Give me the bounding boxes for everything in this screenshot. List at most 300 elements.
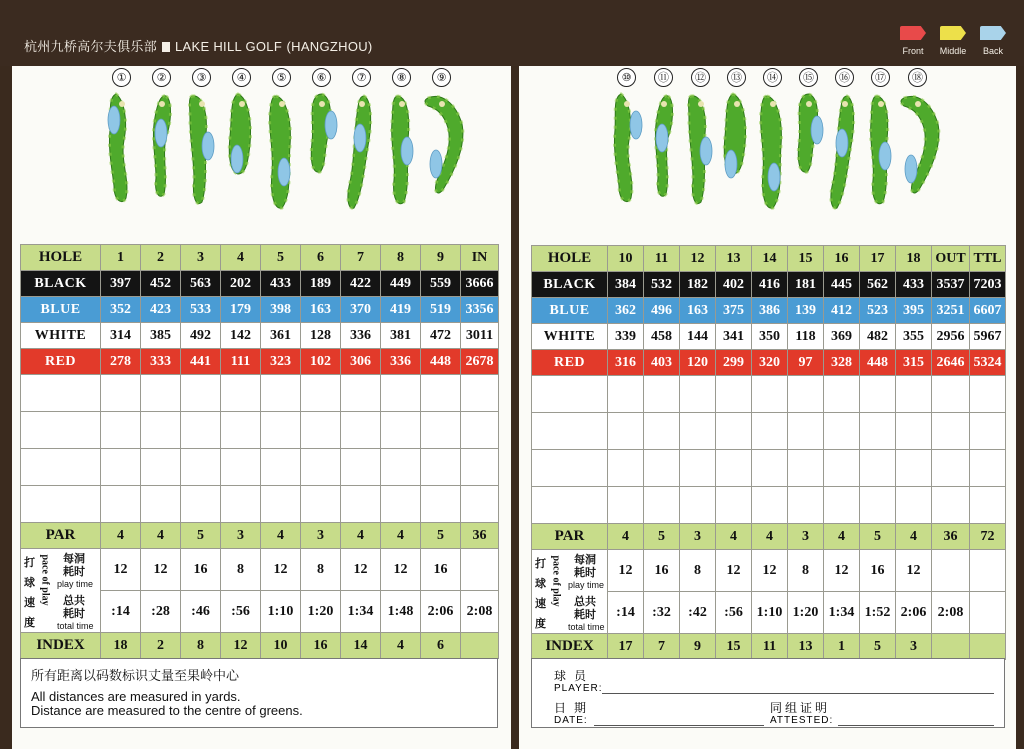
hole-diagram [607,66,647,246]
black-tee-label: BLACK [532,272,608,298]
score-entry-cell[interactable] [341,412,381,449]
back-hole-diagrams [519,66,1016,246]
signature-box [531,658,1005,728]
hole-diagram [753,66,793,246]
score-entry-cell[interactable] [752,450,788,487]
index-row [21,633,499,659]
white-total: 5967 [970,324,1006,350]
score-entry-row [21,449,499,486]
red-flag-icon [900,26,926,46]
par-value: 3 [221,523,261,549]
total-time-value: 1:34 [824,592,860,634]
blue-yardage: 533 [181,297,221,323]
blue-yardage: 163 [301,297,341,323]
score-entry-cell[interactable] [932,450,970,487]
score-entry-cell[interactable] [680,450,716,487]
black-yardage: 445 [824,272,860,298]
index-value: 10 [261,633,301,659]
hole-layout-icon [222,90,266,220]
black-yardage: 182 [680,272,716,298]
score-entry-cell[interactable] [860,376,896,413]
red-yardage: 448 [421,349,461,375]
score-entry-cell[interactable] [932,413,970,450]
hole-diagram [142,66,182,246]
score-entry-cell[interactable] [461,412,499,449]
score-entry-cell[interactable] [461,449,499,486]
score-entry-cell[interactable] [752,413,788,450]
hole-label: HOLE [21,245,101,271]
index-value: 1 [824,634,860,660]
total-time-value: :56 [716,592,752,634]
hole-number: 9 [421,245,461,271]
hole-number-mark: ⑯ [835,68,854,87]
score-entry-cell[interactable] [788,413,824,450]
tee-flag-back [978,26,1008,56]
blue-yardage: 419 [381,297,421,323]
play-time-value: 16 [860,550,896,592]
play-time-row [532,550,1006,592]
index-label: INDEX [21,633,101,659]
score-entry-cell[interactable] [221,449,261,486]
hole-number: 6 [301,245,341,271]
score-entry-cell[interactable] [101,375,141,412]
total-time-value: 2:06 [421,591,461,633]
hole-diagram [422,66,462,246]
score-entry-cell[interactable] [141,412,181,449]
tee-flag-label: Back [982,46,1003,56]
back-nine-page [519,66,1016,749]
hole-diagram [382,66,422,246]
index-empty [970,634,1006,660]
play-time-empty [970,550,1006,592]
score-entry-cell[interactable] [221,486,261,523]
total-time-sum: 2:08 [461,591,499,633]
score-entry-cell[interactable] [141,486,181,523]
total-time-cn: 总共耗时 [63,594,85,620]
play-time-value: 12 [141,549,181,591]
hole-row [21,245,499,271]
hole-number: 5 [261,245,301,271]
score-entry-cell[interactable] [101,449,141,486]
total-time-value: :42 [680,592,716,634]
total-time-sum: 2:08 [932,592,970,634]
total-header: TTL [970,246,1006,272]
score-entry-cell[interactable] [221,412,261,449]
total-header: IN [461,245,499,271]
club-city: (HANGZHOU) [286,39,373,54]
par-value: 4 [381,523,421,549]
index-value: 14 [341,633,381,659]
total-time-value: :14 [608,592,644,634]
play-time-value: 8 [788,550,824,592]
play-time-en: play time [568,580,605,590]
player-label-cn: 球员 [554,669,595,683]
par-total: 72 [970,524,1006,550]
tee-flag-middle [938,26,968,56]
black-yardage: 562 [860,272,896,298]
hole-number: 4 [221,245,261,271]
index-value: 3 [896,634,932,660]
play-time-value: 8 [301,549,341,591]
blue-yardage: 352 [101,297,141,323]
blue-total: 6607 [970,298,1006,324]
black-yardage: 449 [381,271,421,297]
total-time-value: 2:06 [896,592,932,634]
score-entry-cell[interactable] [896,450,932,487]
score-entry-row [532,487,1006,524]
hole-layout-icon [262,90,306,220]
score-entry-cell[interactable] [461,375,499,412]
black-yardage: 202 [221,271,261,297]
red-yardage: 299 [716,350,752,376]
score-entry-cell[interactable] [608,450,644,487]
white-yardage: 369 [824,324,860,350]
white-tee-row [21,323,499,349]
score-entry-row [21,486,499,523]
attested-line[interactable] [838,725,994,726]
hole-diagram [222,66,262,246]
white-yardage: 355 [896,324,932,350]
score-entry-cell[interactable] [341,449,381,486]
white-yardage: 128 [301,323,341,349]
player-signature-line[interactable] [602,693,994,694]
play-time-value: 8 [680,550,716,592]
white-total: 3011 [461,323,499,349]
red-yardage: 306 [341,349,381,375]
note-en-1: All distances are measured in yards. [31,689,241,704]
score-entry-cell[interactable] [644,487,680,524]
score-entry-cell[interactable] [101,412,141,449]
total-time-value: :46 [181,591,221,633]
score-entry-cell[interactable] [301,412,341,449]
blue-yardage: 163 [680,298,716,324]
play-time-row [21,549,499,591]
par-label: PAR [21,523,101,549]
score-entry-cell[interactable] [381,375,421,412]
score-entry-cell[interactable] [970,487,1006,524]
blue-flag-icon [980,26,1006,46]
hole-layout-icon [342,90,386,220]
hole-layout-icon [182,90,226,220]
blue-yardage: 362 [608,298,644,324]
par-label: PAR [532,524,608,550]
par-value: 5 [421,523,461,549]
black-yardage: 402 [716,272,752,298]
red-yardage: 333 [141,349,181,375]
index-value: 18 [101,633,141,659]
hole-layout-icon [898,90,942,220]
red-yardage: 441 [181,349,221,375]
par-value: 3 [788,524,824,550]
red-yardage: 316 [608,350,644,376]
score-entry-cell[interactable] [141,449,181,486]
par-value: 4 [716,524,752,550]
score-entry-cell[interactable] [608,413,644,450]
par-value: 4 [341,523,381,549]
par-value: 5 [644,524,680,550]
hole-number-mark: ⑩ [617,68,636,87]
note-cn: 所有距离以码数标识丈量至果岭中心 [31,669,240,684]
par-value: 4 [824,524,860,550]
score-entry-cell[interactable] [21,449,101,486]
score-entry-row [21,375,499,412]
play-time-value: 12 [752,550,788,592]
score-entry-cell[interactable] [970,376,1006,413]
white-yardage: 142 [221,323,261,349]
blue-yardage: 386 [752,298,788,324]
score-entry-cell[interactable] [680,487,716,524]
score-entry-cell[interactable] [532,376,608,413]
hole-diagram [825,66,865,246]
hole-diagram [342,66,382,246]
hole-number-mark: ⑰ [871,68,890,87]
hole-number-mark: ⑪ [654,68,673,87]
par-value: 4 [141,523,181,549]
score-entry-cell[interactable] [896,413,932,450]
hole-layout-icon [382,90,426,220]
attested-label-en: ATTESTED: [770,715,834,726]
score-entry-cell[interactable] [752,376,788,413]
total-time-value: :28 [141,591,181,633]
hole-diagram [717,66,757,246]
score-entry-cell[interactable] [896,487,932,524]
red-tee-label: RED [21,349,101,375]
score-entry-cell[interactable] [860,487,896,524]
score-entry-cell[interactable] [421,449,461,486]
score-entry-cell[interactable] [261,412,301,449]
score-entry-cell[interactable] [680,376,716,413]
hole-layout-icon [102,90,146,220]
red-yardage: 448 [860,350,896,376]
score-entry-cell[interactable] [141,375,181,412]
white-yardage: 361 [261,323,301,349]
total-time-value: :14 [101,591,141,633]
score-entry-cell[interactable] [532,450,608,487]
total-time-cn: 总共耗时 [574,595,596,621]
score-entry-cell[interactable] [970,413,1006,450]
score-entry-cell[interactable] [341,375,381,412]
club-title [24,36,373,55]
play-time-value: 12 [716,550,752,592]
hole-number-mark: ⑭ [763,68,782,87]
par-row [21,523,499,549]
black-total: 7203 [970,272,1006,298]
front-nine-page [12,66,511,749]
score-entry-cell[interactable] [341,486,381,523]
black-yardage: 416 [752,272,788,298]
score-entry-cell[interactable] [261,486,301,523]
score-entry-cell[interactable] [788,450,824,487]
score-entry-cell[interactable] [261,375,301,412]
score-entry-cell[interactable] [716,450,752,487]
blue-yardage: 370 [341,297,381,323]
score-entry-cell[interactable] [21,375,101,412]
red-total: 5324 [970,350,1006,376]
score-entry-cell[interactable] [896,376,932,413]
blue-yardage: 423 [141,297,181,323]
index-value: 2 [141,633,181,659]
index-value: 12 [221,633,261,659]
score-entry-cell[interactable] [181,412,221,449]
score-entry-cell[interactable] [644,413,680,450]
hole-number: 11 [644,246,680,272]
total-header: OUT [932,246,970,272]
black-yardage: 422 [341,271,381,297]
score-entry-cell[interactable] [101,486,141,523]
notes-box [20,658,498,728]
score-entry-cell[interactable] [301,375,341,412]
red-yardage: 120 [680,350,716,376]
play-time-value: 16 [181,549,221,591]
blue-yardage: 395 [896,298,932,324]
hole-diagram [262,66,302,246]
score-entry-cell[interactable] [860,450,896,487]
hole-number-mark: ⑬ [727,68,746,87]
hole-number-mark: ⑱ [908,68,927,87]
white-yardage: 336 [341,323,381,349]
par-value: 4 [752,524,788,550]
score-entry-cell[interactable] [824,376,860,413]
club-name-en: LAKE HILL GOLF [175,39,283,54]
score-entry-cell[interactable] [381,449,421,486]
score-entry-cell[interactable] [261,449,301,486]
total-time-value: 1:52 [860,592,896,634]
header-bar [0,0,1024,66]
par-value: 4 [101,523,141,549]
black-yardage: 384 [608,272,644,298]
score-entry-cell[interactable] [21,412,101,449]
pace-of-play-label [532,550,608,634]
score-entry-cell[interactable] [680,413,716,450]
hole-diagram [789,66,829,246]
score-entry-row [532,450,1006,487]
hole-row [532,246,1006,272]
black-yardage: 433 [261,271,301,297]
date-line[interactable] [594,725,764,726]
tee-flag-label: Front [902,46,924,56]
hole-number-mark: ⑤ [272,68,291,87]
score-entry-cell[interactable] [824,413,860,450]
white-yardage: 341 [716,324,752,350]
score-entry-cell[interactable] [932,376,970,413]
score-entry-cell[interactable] [381,486,421,523]
blue-tee-row [21,297,499,323]
hole-layout-icon [422,90,466,220]
red-yardage: 111 [221,349,261,375]
blue-yardage: 496 [644,298,680,324]
play-time-value: 12 [381,549,421,591]
score-entry-cell[interactable] [608,376,644,413]
par-value: 4 [608,524,644,550]
blue-yardage: 139 [788,298,824,324]
red-yardage: 336 [381,349,421,375]
blue-yardage: 375 [716,298,752,324]
white-tee-label: WHITE [532,324,608,350]
index-value: 7 [644,634,680,660]
score-entry-cell[interactable] [788,376,824,413]
white-yardage: 314 [101,323,141,349]
play-time-empty [932,550,970,592]
white-yardage: 492 [181,323,221,349]
play-time-cn: 每洞耗时 [63,552,85,578]
play-time-cn: 每洞耗时 [574,553,596,579]
hole-number-mark: ⑨ [432,68,451,87]
hole-number-mark: ③ [192,68,211,87]
score-entry-cell[interactable] [824,450,860,487]
pace-en: pace of play [550,555,562,607]
score-entry-cell[interactable] [970,450,1006,487]
score-entry-cell[interactable] [532,413,608,450]
red-tee-row [21,349,499,375]
score-entry-cell[interactable] [181,449,221,486]
red-yardage: 315 [896,350,932,376]
score-entry-cell[interactable] [824,487,860,524]
index-value: 8 [181,633,221,659]
score-entry-cell[interactable] [644,376,680,413]
player-label-en: PLAYER: [554,683,603,694]
date-label-en: DATE: [554,715,588,726]
score-entry-cell[interactable] [421,412,461,449]
score-entry-cell[interactable] [301,449,341,486]
index-row [532,634,1006,660]
score-entry-cell[interactable] [421,375,461,412]
red-tee-label: RED [532,350,608,376]
hole-diagram [302,66,342,246]
white-yardage: 339 [608,324,644,350]
score-entry-cell[interactable] [716,487,752,524]
score-entry-cell[interactable] [381,412,421,449]
score-entry-cell[interactable] [716,376,752,413]
score-entry-cell[interactable] [461,486,499,523]
total-time-value: 1:34 [341,591,381,633]
white-yardage: 381 [381,323,421,349]
red-yardage: 97 [788,350,824,376]
index-value: 17 [608,634,644,660]
score-entry-cell[interactable] [752,487,788,524]
blue-yardage: 398 [261,297,301,323]
score-entry-cell[interactable] [181,375,221,412]
front-hole-diagrams [12,66,511,246]
score-entry-cell[interactable] [301,486,341,523]
play-time-value: 12 [261,549,301,591]
total-time-value: :32 [644,592,680,634]
blue-total: 3356 [461,297,499,323]
score-entry-cell[interactable] [221,375,261,412]
hole-number: 7 [341,245,381,271]
score-entry-cell[interactable] [181,486,221,523]
black-total: 3537 [932,272,970,298]
score-entry-cell[interactable] [532,487,608,524]
front-nine-scorecard [20,244,499,659]
separator-square [162,42,170,52]
score-entry-cell[interactable] [932,487,970,524]
score-entry-cell[interactable] [860,413,896,450]
hole-number-mark: ⑧ [392,68,411,87]
hole-number-mark: ② [152,68,171,87]
score-entry-cell[interactable] [716,413,752,450]
hole-number: 12 [680,246,716,272]
play-time-en: play time [57,579,94,589]
score-entry-cell[interactable] [21,486,101,523]
index-label: INDEX [532,634,608,660]
score-entry-cell[interactable] [421,486,461,523]
score-entry-cell[interactable] [644,450,680,487]
black-yardage: 433 [896,272,932,298]
play-time-value: 16 [644,550,680,592]
hole-layout-icon [142,90,186,220]
score-entry-cell[interactable] [788,487,824,524]
score-entry-cell[interactable] [608,487,644,524]
